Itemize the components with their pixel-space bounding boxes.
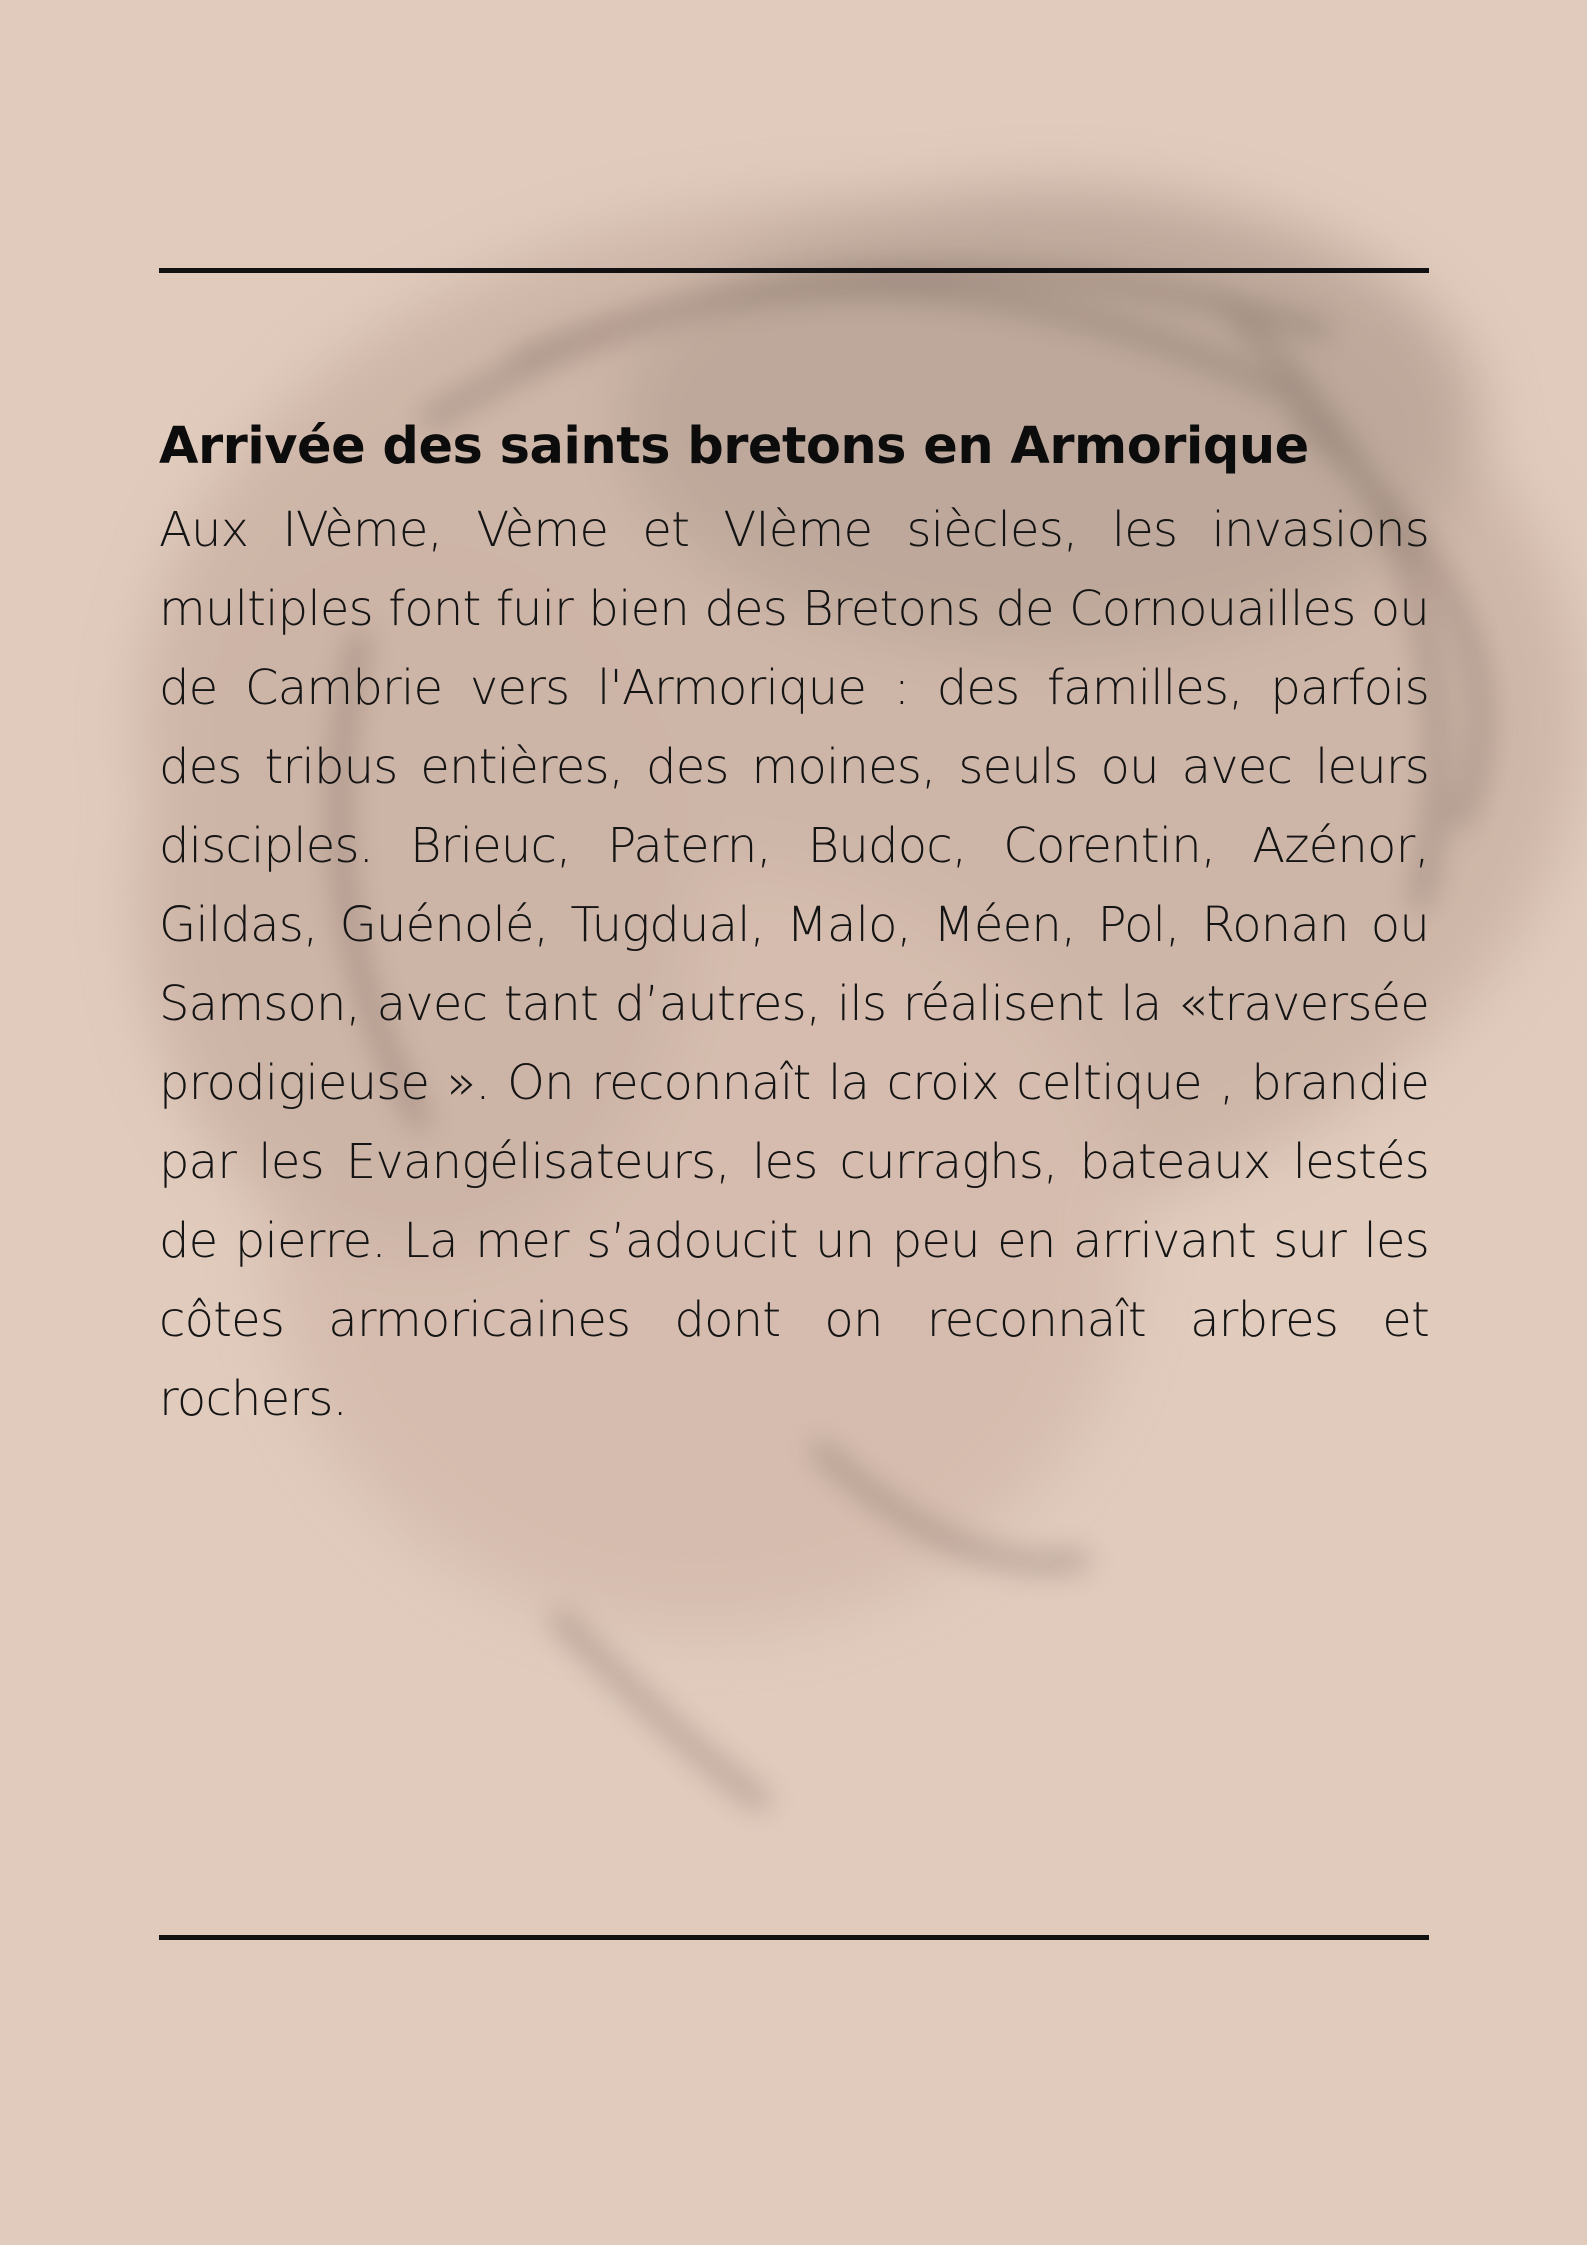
bottom-divider [159, 1935, 1429, 1940]
section-title: Arrivée des saints bretons en Armorique [159, 417, 1309, 476]
top-divider [159, 268, 1429, 273]
section-body: Aux IVème, Vème et VIème siècles, les invasions multiples font fuir bien des Bretons de Cornouailles ou de Cambrie vers l'Armorique : des familles, parfois des tribus entières, des moines, seuls ou avec leurs disciples. Brieuc, Patern, Budoc, Corentin, Azénor, Gildas, Guénolé, Tugdual, Malo, Méen, Pol, Ronan ou Samson, avec tant d’autres, ils réalisent la «traversée prodigieuse ». On reconnaît la croix celtique , brandie par les Evangélisateurs, les curraghs, bateaux lestés de pierre. La mer s’adoucit un peu en arrivant sur les côtes armoricaines dont on reconnaît arbres et rochers. [159, 502, 1429, 1427]
text-section [159, 412, 1429, 1439]
